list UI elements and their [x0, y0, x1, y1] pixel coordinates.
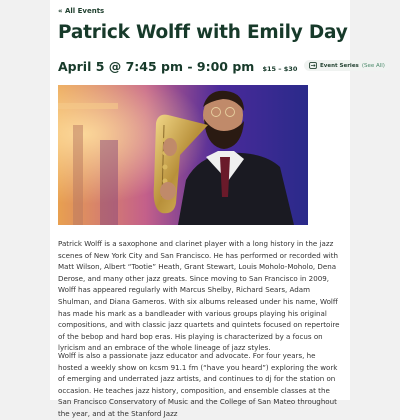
saxophonist-photo	[58, 85, 308, 225]
event-series-label: Event Series	[320, 62, 359, 69]
event-price: $15 – $30	[262, 65, 298, 73]
page-title: Patrick Wolff with Emily Day	[58, 22, 348, 43]
all-events-link[interactable]: « All Events	[58, 7, 105, 15]
description-paragraph-2: Wolff is also a passionate jazz educator and advocate. For four years, he hosted a weekly show on kcsm 91.1 fm (“have you heard”) exploring the work of emerging and underrated jazz artists, and continues to dj for the station on occasion. He teaches jazz history, composition, and ensemble classes at the San Francisco Conservatory of Music and the College of San Mateo throughout the year, and at the Stanford Jazz	[58, 351, 338, 418]
event-series-badge[interactable]	[304, 60, 390, 71]
description-paragraph-1: Patrick Wolff is a saxophone and clarinet player with a long history in the jazz scenes of New York City and San Francisco. He has performed or recorded with Matt Wilson, Albert “Tootie” Heath, Grant Stewart, Louis Moholo-Moholo, Dena Derose, and many other jazz greats. Since moving to San Francisco in 2009, Wolff has appeared regularly with Marcus Shelby, Richard Sears, Adam Shulman, and Diana Gameros. With six albums released under his name, Wolff has made his mark as a bandleader with various groups playing his original compositions, and with classic jazz quartets and quintets focused on repertoire of the bebop and hard bop eras. His playing is characterized by a focus on lyricism and an embrace of the whole lineage of jazz styles.	[58, 239, 340, 353]
event-date-time: April 5 @ 7:45 pm - 9:00 pm	[58, 59, 255, 74]
repeat-icon	[309, 62, 317, 69]
see-all-link[interactable]: (See All)	[361, 62, 385, 69]
event-datetime	[58, 56, 297, 72]
event-page	[50, 0, 385, 418]
